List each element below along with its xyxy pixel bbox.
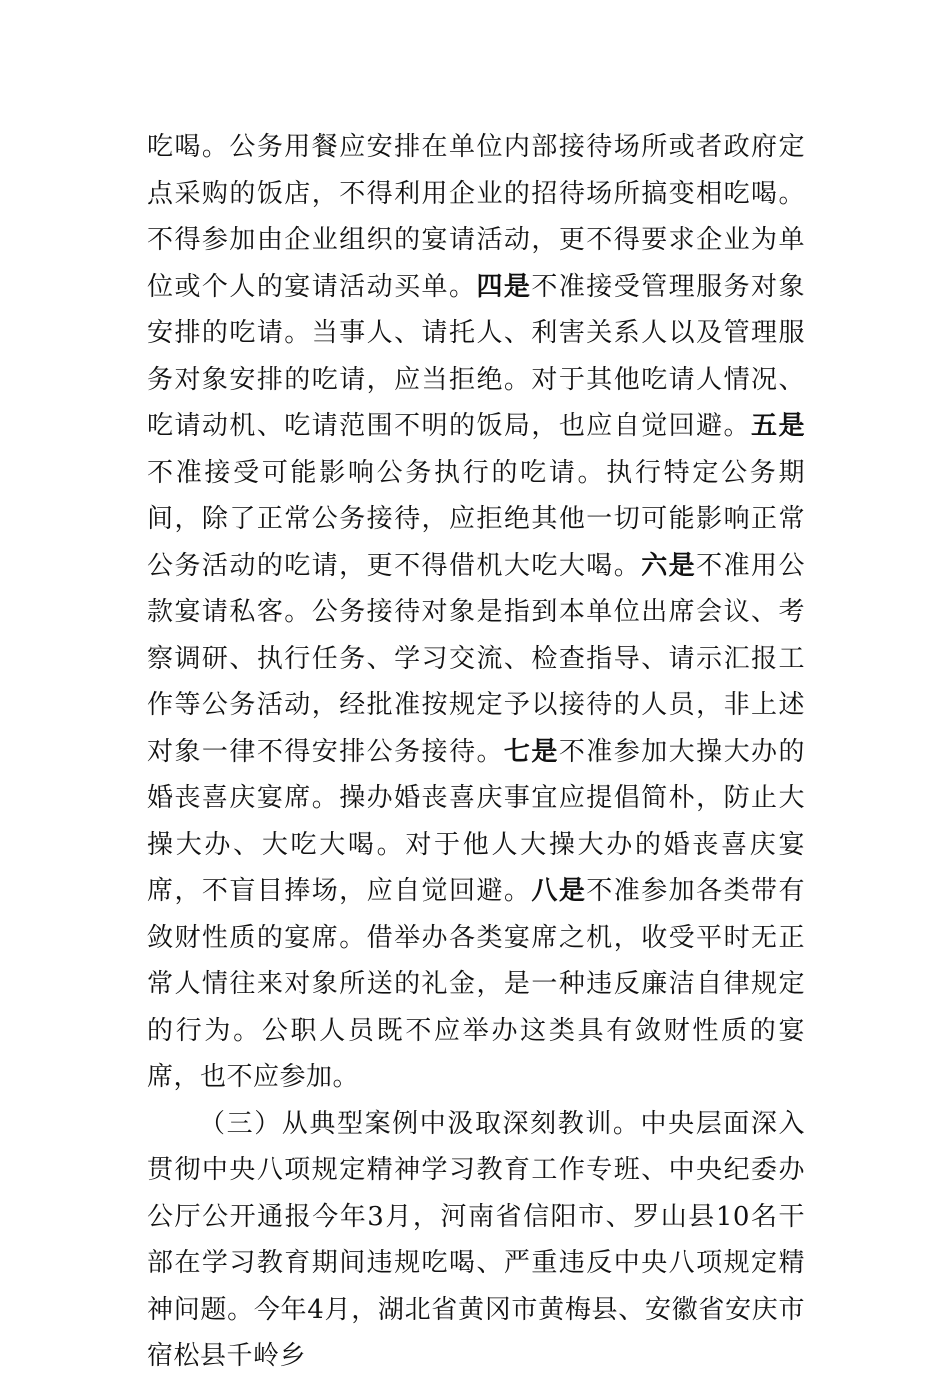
text-segment-5: 不准接受可能影响公务执行的吃请。执行特定公务期间，除了正常公务接待，应拒绝其他一切可能影响正常公务活动的吃请，更不得借机大吃大喝。	[147, 457, 805, 581]
keyword-four: 四是	[476, 271, 532, 302]
keyword-five: 五是	[751, 411, 805, 441]
keyword-six: 六是	[641, 550, 697, 581]
keyword-eight: 八是	[531, 876, 587, 906]
keyword-seven: 七是	[503, 736, 559, 767]
text-segment-7: 不准参加大操大办的婚丧喜庆宴席。操办婚丧喜庆事宜应提倡简朴，防止大操大办、大吃大喝。对于他人大操大办的婚丧喜庆宴席，不盲目捧场，应自觉回避。	[147, 736, 805, 906]
text-segment-8: 不准参加各类带有敛财性质的宴席。借举办各类宴席之机，收受平时无正常人情往来对象所送的礼金，是一种违反廉洁自律规定的行为。公职人员既不应举办这类具有敛财性质的宴席，也不应参加。	[147, 876, 805, 1092]
text-segment-4: 不准接受管理服务对象安排的吃请。当事人、请托人、利害关系人以及管理服务对象安排的吃请，应当拒绝。对于其他吃请人情况、吃请动机、吃请范围不明的饭局，也应自觉回避。	[147, 271, 805, 441]
paragraph-rules-list	[147, 124, 805, 1101]
document-page	[147, 124, 805, 1380]
text-segment-6: 不准用公款宴请私客。公务接待对象是指到本单位出席会议、考察调研、执行任务、学习交流、检查指导、请示汇报工作等公务活动，经批准按规定予以接待的人员，非上述对象一律不得安排公务接待。	[147, 550, 805, 767]
text-segment-1: 吃喝。公务用餐应安排在单位内部接待场所或者政府定点采购的饭店，不得利用企业的招待场所搞变相吃喝。不得参加由企业组织的宴请活动，更不得要求企业为单位或个人的宴请活动买单。	[147, 132, 805, 302]
paragraph-section-three: （三）从典型案例中汲取深刻教训。中央层面深入贯彻中央八项规定精神学习教育工作专班、中央纪委办公厅公开通报今年3月，河南省信阳市、罗山县10名干部在学习教育期间违规吃喝、严重违反中央八项规定精神问题。今年4月，湖北省黄冈市黄梅县、安徽省安庆市宿松县千岭乡	[147, 1108, 805, 1371]
